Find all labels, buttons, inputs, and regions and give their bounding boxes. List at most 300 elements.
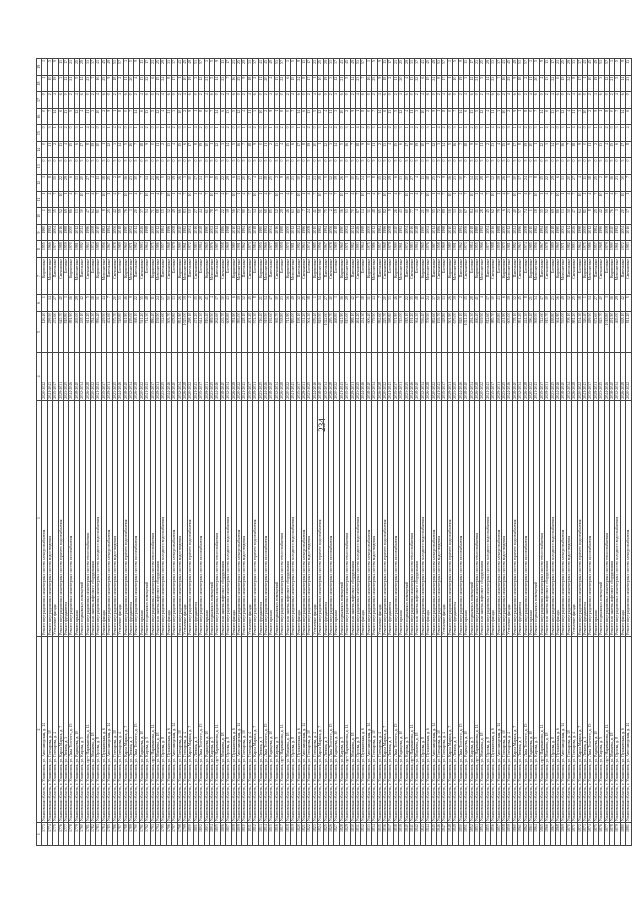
value-cell: 33 bbox=[572, 59, 577, 76]
row-number-cell: 1852 bbox=[469, 823, 474, 846]
value-cell: 8 bbox=[626, 141, 631, 158]
value-cell: 3 bbox=[128, 208, 133, 225]
value-cell: 3 bbox=[64, 295, 69, 312]
value-cell: 87 bbox=[355, 208, 360, 225]
value-cell: 4 bbox=[350, 191, 355, 208]
value-cell: 1962 bbox=[458, 241, 463, 258]
work-name-cell: Ремонт крыши bbox=[334, 400, 339, 636]
value-cell: 5 bbox=[328, 158, 333, 175]
value-cell: 13 bbox=[469, 108, 474, 125]
value-cell: 1972 bbox=[404, 241, 409, 258]
value-cell: 5 bbox=[383, 158, 388, 175]
value-cell: 15 bbox=[285, 141, 290, 158]
value-cell: 8 bbox=[604, 108, 609, 125]
value-cell: 2022 bbox=[237, 224, 242, 241]
value-cell: Монолитные bbox=[210, 257, 215, 294]
value-cell: 10 bbox=[420, 141, 425, 158]
value-cell: 5 bbox=[123, 141, 128, 158]
value-cell: Монолитные bbox=[480, 257, 485, 294]
value-cell: 4 bbox=[199, 191, 204, 208]
value-cell: 0 bbox=[561, 158, 566, 175]
value-cell: 7 bbox=[182, 191, 187, 208]
value-cell: 49 bbox=[512, 59, 517, 76]
value-cell: 2012 bbox=[291, 224, 296, 241]
value-cell: 0 bbox=[366, 92, 371, 109]
value-cell: 17 bbox=[247, 208, 252, 225]
value-cell: 1959 bbox=[280, 241, 285, 258]
value-cell: 0 bbox=[528, 108, 533, 125]
row-number-cell: 1795 bbox=[161, 823, 166, 846]
period-cell: 2032-2034 bbox=[80, 353, 85, 401]
address-cell: Ульяновская область, г. Ульяновск, ул. Автозаводская, д. 14 bbox=[626, 636, 631, 822]
period-cell: 2032-2034 bbox=[566, 353, 571, 401]
value-cell: 1 bbox=[528, 175, 533, 192]
period-cell: 2023-2025 bbox=[64, 353, 69, 401]
value-cell: 8 bbox=[47, 175, 52, 192]
value-cell: 2 bbox=[307, 92, 312, 109]
value-cell: 5 bbox=[361, 158, 366, 175]
value-cell: 1994 bbox=[323, 224, 328, 241]
value-cell: 30 bbox=[220, 295, 225, 312]
value-cell: 17 bbox=[193, 175, 198, 192]
value-cell: 1 bbox=[280, 191, 285, 208]
area-cell: 541.20 bbox=[139, 311, 144, 352]
value-cell: 0 bbox=[388, 158, 393, 175]
value-cell: 1 bbox=[42, 75, 47, 92]
row-number-cell: 1816 bbox=[274, 823, 279, 846]
value-cell: 41 bbox=[312, 208, 317, 225]
row-number-cell: 1778 bbox=[69, 823, 74, 846]
value-cell: 1982 bbox=[318, 224, 323, 241]
value-cell: 33 bbox=[491, 59, 496, 76]
value-cell: 29 bbox=[74, 295, 79, 312]
value-cell: 2014 bbox=[350, 224, 355, 241]
value-cell: 1 bbox=[134, 125, 139, 142]
work-name-cell: Ремонт внутридомовых инженерных систем газоснабжения bbox=[328, 400, 333, 636]
value-cell: 5 bbox=[393, 158, 398, 175]
value-cell: 8 bbox=[437, 75, 442, 92]
value-cell: 1 bbox=[453, 191, 458, 208]
row-number-cell: 1809 bbox=[237, 823, 242, 846]
value-cell: 1967 bbox=[107, 241, 112, 258]
value-cell: 0 bbox=[507, 158, 512, 175]
value-cell: 18 bbox=[264, 175, 269, 192]
row-number-cell: 1881 bbox=[626, 823, 631, 846]
address-cell: Ульяновская область, г. Ульяновск, ул. Пушкинская, д. 6 bbox=[231, 636, 236, 822]
value-cell: 4 bbox=[328, 125, 333, 142]
value-cell: 7 bbox=[91, 75, 96, 92]
row-number-cell: 1851 bbox=[464, 823, 469, 846]
address-cell: Ульяновская область, г. Ульяновск, ул. Автозаводская, д. 14 bbox=[496, 636, 501, 822]
value-cell: 4 bbox=[458, 191, 463, 208]
value-cell: 4 bbox=[415, 208, 420, 225]
period-cell: 2020-2022 bbox=[188, 353, 193, 401]
value-cell: 2010 bbox=[312, 224, 317, 241]
row-number-cell: 1860 bbox=[512, 823, 517, 846]
address-cell: Ульяновская область, г. Ульяновск, ул. Ленина, д. 3 bbox=[388, 636, 393, 822]
address-cell: Ульяновская область, г. Ульяновск, ул. Льва Толстого, д. 15 bbox=[393, 636, 398, 822]
value-cell: 17 bbox=[307, 59, 312, 76]
value-cell: 0 bbox=[474, 92, 479, 109]
row-number-cell: 1841 bbox=[410, 823, 415, 846]
value-cell: 1965 bbox=[204, 241, 209, 258]
value-cell: 36 bbox=[556, 295, 561, 312]
value-cell: 2004 bbox=[188, 224, 193, 241]
value-cell: Блочные bbox=[577, 257, 582, 294]
value-cell: 1984 bbox=[593, 224, 598, 241]
value-cell: Монолитные bbox=[372, 257, 377, 294]
work-name-cell: Ремонт внутридомовых инженерных систем горячего водоснабжения bbox=[383, 400, 388, 636]
value-cell: 1987 bbox=[431, 241, 436, 258]
period-cell: 2035-2037 bbox=[247, 353, 252, 401]
value-cell: 2 bbox=[523, 92, 528, 109]
value-cell: Блочные bbox=[388, 257, 393, 294]
area-cell: 501.90 bbox=[447, 311, 452, 352]
value-cell: 33 bbox=[328, 59, 333, 76]
value-cell: 14 bbox=[458, 108, 463, 125]
value-cell: Блочные bbox=[442, 257, 447, 294]
value-cell: 18 bbox=[534, 208, 539, 225]
value-cell: 2 bbox=[458, 295, 463, 312]
value-cell: 2 bbox=[388, 75, 393, 92]
value-cell: 8 bbox=[361, 108, 366, 125]
value-cell: 11 bbox=[480, 141, 485, 158]
column-header-7: 7 bbox=[37, 257, 42, 294]
period-cell: 2026-2028 bbox=[328, 353, 333, 401]
address-cell: Ульяновская область, г. Ульяновск, ул. Гончарова, д. 4 bbox=[312, 636, 317, 822]
value-cell: 1988 bbox=[64, 224, 69, 241]
value-cell: 4 bbox=[139, 125, 144, 142]
value-cell: 15 bbox=[610, 141, 615, 158]
work-name-cell: Ремонт внутридомовых инженерных систем горячего водоснабжения bbox=[447, 400, 452, 636]
address-cell: Ульяновская область, г. Ульяновск, ул. Гончарова, д. 4 bbox=[118, 636, 123, 822]
value-cell: 1 bbox=[388, 191, 393, 208]
value-cell: 0 bbox=[366, 108, 371, 125]
value-cell: 32 bbox=[512, 295, 517, 312]
value-cell: 1971 bbox=[561, 241, 566, 258]
value-cell: 13 bbox=[166, 141, 171, 158]
value-cell: 2 bbox=[599, 175, 604, 192]
value-cell: Смешанные bbox=[491, 257, 496, 294]
address-cell: Ульяновская область, г. Ульяновск, ул. Минаева, д. 18 bbox=[480, 636, 485, 822]
value-cell: 4 bbox=[112, 191, 117, 208]
work-name-cell: Ремонт внутридомовых инженерных систем горячего водоснабжения bbox=[577, 400, 582, 636]
value-cell: 5 bbox=[80, 158, 85, 175]
value-cell: 9 bbox=[377, 59, 382, 76]
value-cell: 41 bbox=[258, 59, 263, 76]
value-cell: 5 bbox=[210, 59, 215, 76]
value-cell: 40 bbox=[328, 295, 333, 312]
period-cell: 2044-2046 bbox=[118, 353, 123, 401]
value-cell: 12 bbox=[399, 108, 404, 125]
area-cell: 575.70 bbox=[112, 311, 117, 352]
value-cell: 15 bbox=[464, 295, 469, 312]
value-cell: Панельные bbox=[242, 257, 247, 294]
period-cell: 2035-2037 bbox=[491, 353, 496, 401]
value-cell: 12 bbox=[539, 141, 544, 158]
value-cell: 15 bbox=[69, 141, 74, 158]
value-cell: 2 bbox=[523, 75, 528, 92]
value-cell: 22 bbox=[134, 295, 139, 312]
value-cell: 5 bbox=[610, 158, 615, 175]
value-cell: 21 bbox=[474, 59, 479, 76]
address-cell: Ульяновская область, г. Ульяновск, ул. Минаева, д. 18 bbox=[155, 636, 160, 822]
value-cell: 0 bbox=[285, 125, 290, 142]
value-cell: 1990 bbox=[339, 224, 344, 241]
value-cell: 23 bbox=[550, 295, 555, 312]
value-cell: 1993 bbox=[572, 241, 577, 258]
value-cell: 15 bbox=[291, 75, 296, 92]
value-cell: 4 bbox=[220, 191, 225, 208]
value-cell: 13 bbox=[274, 141, 279, 158]
work-name-cell: Ремонт фундамента bbox=[518, 400, 523, 636]
value-cell: 0 bbox=[64, 158, 69, 175]
value-cell: 15 bbox=[501, 141, 506, 158]
area-cell: 784.30 bbox=[91, 311, 96, 352]
value-cell: 29 bbox=[485, 59, 490, 76]
value-cell: 5 bbox=[112, 158, 117, 175]
value-cell: 0 bbox=[42, 108, 47, 125]
value-cell: 10 bbox=[469, 191, 474, 208]
value-cell: 1 bbox=[583, 75, 588, 92]
value-cell: 33 bbox=[166, 59, 171, 76]
value-cell: 14 bbox=[145, 175, 150, 192]
value-cell: 1967 bbox=[539, 241, 544, 258]
value-cell: 3 bbox=[101, 125, 106, 142]
value-cell: 46 bbox=[123, 295, 128, 312]
work-name-cell: Ремонт фундамента bbox=[64, 400, 69, 636]
row-number-cell: 1862 bbox=[523, 823, 528, 846]
rotated-table-wrapper bbox=[36, 58, 631, 846]
area-cell: 989.50 bbox=[210, 311, 215, 352]
value-cell: 81 bbox=[96, 208, 101, 225]
value-cell: 1992 bbox=[47, 224, 52, 241]
address-cell: Ульяновская область, г. Ульяновск, ул. Льва Толстого, д. 15 bbox=[328, 636, 333, 822]
value-cell: 0 bbox=[410, 92, 415, 109]
value-cell: 35 bbox=[139, 295, 144, 312]
value-cell: 24 bbox=[431, 75, 436, 92]
value-cell: 12 bbox=[328, 175, 333, 192]
value-cell: 1989 bbox=[118, 241, 123, 258]
value-cell: 11 bbox=[258, 175, 263, 192]
value-cell: Блочные bbox=[253, 257, 258, 294]
value-cell: 1980 bbox=[42, 224, 47, 241]
value-cell: 16 bbox=[69, 295, 74, 312]
value-cell: 1968 bbox=[166, 241, 171, 258]
work-name-cell: Ремонт внутридомовых инженерных систем теплоснабжения bbox=[410, 400, 415, 636]
work-name-cell: Ремонт внутридомовых инженерных систем водоотведения bbox=[501, 400, 506, 636]
value-cell: 5 bbox=[166, 158, 171, 175]
row-number-cell: 1776 bbox=[58, 823, 63, 846]
value-cell: 6 bbox=[166, 92, 171, 109]
address-cell: Ульяновская область, г. Ульяновск, ул. Гончарова, д. 4 bbox=[53, 636, 58, 822]
value-cell: 3 bbox=[415, 108, 420, 125]
value-cell: 49 bbox=[561, 295, 566, 312]
address-cell: Ульяновская область, г. Ульяновск, пр-т Нариманова, д. 14 bbox=[150, 636, 155, 822]
value-cell: 4 bbox=[91, 191, 96, 208]
value-cell: Блочные bbox=[604, 257, 609, 294]
value-cell: 7 bbox=[139, 175, 144, 192]
value-cell: 2 bbox=[112, 175, 117, 192]
value-cell: 8 bbox=[372, 175, 377, 192]
value-cell: 10 bbox=[426, 191, 431, 208]
value-cell: Блочные bbox=[334, 257, 339, 294]
value-cell: 5 bbox=[626, 295, 631, 312]
work-name-cell: Ремонт фасада bbox=[620, 400, 625, 636]
value-cell: 9 bbox=[512, 108, 517, 125]
work-name-cell: Ремонт внутридомовых инженерных систем газоснабжения bbox=[134, 400, 139, 636]
value-cell: 49 bbox=[172, 208, 177, 225]
value-cell: 2 bbox=[280, 125, 285, 142]
address-cell: Ульяновская область, г. Ульяновск, ул. Автозаводская, д. 14 bbox=[366, 636, 371, 822]
value-cell: 1 bbox=[366, 191, 371, 208]
value-cell: Смешанные bbox=[545, 257, 550, 294]
value-cell: 86 bbox=[69, 208, 74, 225]
value-cell: 21 bbox=[69, 75, 74, 92]
period-cell: 2032-2034 bbox=[226, 353, 231, 401]
value-cell: 9 bbox=[269, 108, 274, 125]
value-cell: 1 bbox=[177, 75, 182, 92]
area-cell: 571.90 bbox=[393, 311, 398, 352]
value-cell: 22 bbox=[550, 75, 555, 92]
value-cell: 8 bbox=[253, 295, 258, 312]
value-cell: 19 bbox=[415, 141, 420, 158]
value-cell: 17 bbox=[226, 59, 231, 76]
value-cell: 1 bbox=[42, 208, 47, 225]
value-cell: 39 bbox=[182, 295, 187, 312]
value-cell: 10 bbox=[556, 191, 561, 208]
work-name-cell: Ремонт внутридомовых инженерных систем холодного водоснабжения bbox=[550, 400, 555, 636]
address-cell: Ульяновская область, г. Ульяновск, ул. Кирова, д. 5 bbox=[599, 636, 604, 822]
value-cell: 5 bbox=[188, 158, 193, 175]
row-number-cell: 1821 bbox=[301, 823, 306, 846]
value-cell: 4 bbox=[539, 75, 544, 92]
value-cell: 12 bbox=[107, 141, 112, 158]
value-cell: 11 bbox=[528, 75, 533, 92]
area-cell: 499.50 bbox=[588, 311, 593, 352]
value-cell: 26 bbox=[177, 295, 182, 312]
area-cell: 504.30 bbox=[307, 311, 312, 352]
value-cell: 6 bbox=[80, 92, 85, 109]
value-cell: 3 bbox=[182, 175, 187, 192]
value-cell: 37 bbox=[431, 295, 436, 312]
work-name-cell: Ремонт внутридомовых инженерных систем холодного водоснабжения bbox=[161, 400, 166, 636]
area-cell: 262.60 bbox=[215, 311, 220, 352]
address-cell: Ульяновская область, г. Ульяновск, ул. Радищева, д. 10 bbox=[593, 636, 598, 822]
value-cell: 5 bbox=[58, 158, 63, 175]
area-cell: 154.30 bbox=[577, 311, 582, 352]
column-header-9: 9 bbox=[37, 224, 42, 241]
value-cell: 9 bbox=[242, 75, 247, 92]
value-cell: 5 bbox=[69, 158, 74, 175]
value-cell: 16 bbox=[561, 141, 566, 158]
value-cell: 15 bbox=[155, 75, 160, 92]
row-number-cell: 1842 bbox=[415, 823, 420, 846]
value-cell: 4 bbox=[404, 75, 409, 92]
row-number-cell: 1859 bbox=[507, 823, 512, 846]
value-cell: 10 bbox=[188, 175, 193, 192]
value-cell: 22 bbox=[415, 75, 420, 92]
value-cell: 26 bbox=[177, 175, 182, 192]
value-cell: 5 bbox=[620, 158, 625, 175]
value-cell: 8 bbox=[101, 208, 106, 225]
value-cell: 9 bbox=[377, 75, 382, 92]
value-cell: 4 bbox=[312, 92, 317, 109]
work-name-cell: Ремонт внутридомовых инженерных систем водоотведения bbox=[47, 400, 52, 636]
value-cell: Монолитные bbox=[345, 257, 350, 294]
value-cell: 26 bbox=[393, 208, 398, 225]
row-number-cell: 1829 bbox=[345, 823, 350, 846]
value-cell: 6 bbox=[150, 75, 155, 92]
value-cell: 5 bbox=[577, 158, 582, 175]
address-cell: Ульяновская область, г. Ульяновск, ул. Орлова, д. 8 bbox=[615, 636, 620, 822]
value-cell: 1 bbox=[64, 191, 69, 208]
value-cell: 0 bbox=[377, 158, 382, 175]
value-cell: 1 bbox=[312, 75, 317, 92]
period-cell: 2044-2046 bbox=[312, 353, 317, 401]
value-cell: 4 bbox=[464, 125, 469, 142]
value-cell: 5 bbox=[47, 59, 52, 76]
value-cell: 17 bbox=[518, 175, 523, 192]
area-cell: 364.30 bbox=[415, 311, 420, 352]
address-cell: Ульяновская область, г. Ульяновск, ул. Гончарова, д. 10 bbox=[566, 636, 571, 822]
value-cell: 88 bbox=[155, 208, 160, 225]
value-cell: 2018 bbox=[334, 224, 339, 241]
work-name-cell: Ремонт внутридомовых инженерных систем водоотведения bbox=[242, 400, 247, 636]
value-cell: 10 bbox=[577, 191, 582, 208]
address-cell: Ульяновская область, г. Ульяновск, ул. Гончарова, д. 10 bbox=[501, 636, 506, 822]
row-number-cell: 1853 bbox=[474, 823, 479, 846]
area-cell: 228.10 bbox=[242, 311, 247, 352]
period-cell: 2044-2046 bbox=[507, 353, 512, 401]
value-cell: 10 bbox=[188, 191, 193, 208]
value-cell: Монолитные bbox=[128, 257, 133, 294]
value-cell: 0 bbox=[69, 125, 74, 142]
address-cell: Ульяновская область, г. Ульяновск, пр-т Нариманова, д. 14 bbox=[474, 636, 479, 822]
value-cell: 1992 bbox=[399, 224, 404, 241]
value-cell: 13 bbox=[599, 141, 604, 158]
value-cell: 1 bbox=[437, 108, 442, 125]
table-body bbox=[42, 59, 631, 846]
value-cell: 63 bbox=[291, 208, 296, 225]
period-cell: 2026-2028 bbox=[280, 353, 285, 401]
value-cell: 14 bbox=[296, 108, 301, 125]
document-sheet bbox=[36, 58, 631, 846]
value-cell: 3 bbox=[345, 175, 350, 192]
value-cell: 17 bbox=[577, 75, 582, 92]
address-cell: Ульяновская область, г. Ульяновск, ул. Кирова, д. 5 bbox=[274, 636, 279, 822]
value-cell: 2 bbox=[334, 125, 339, 142]
value-cell: 6 bbox=[231, 295, 236, 312]
value-cell: Блочные bbox=[307, 257, 312, 294]
value-cell: 69 bbox=[64, 208, 69, 225]
value-cell: 19 bbox=[53, 75, 58, 92]
value-cell: 9 bbox=[296, 59, 301, 76]
row-number-cell: 1854 bbox=[480, 823, 485, 846]
value-cell: 5 bbox=[296, 158, 301, 175]
value-cell: 1955 bbox=[42, 241, 47, 258]
value-cell: 1971 bbox=[345, 241, 350, 258]
value-cell: 1986 bbox=[437, 224, 442, 241]
value-cell: 1972 bbox=[620, 241, 625, 258]
value-cell: 57 bbox=[199, 59, 204, 76]
value-cell: 0 bbox=[172, 92, 177, 109]
value-cell: 1975 bbox=[150, 241, 155, 258]
row-number-cell: 1796 bbox=[166, 823, 171, 846]
value-cell: 0 bbox=[312, 125, 317, 142]
value-cell: 6 bbox=[285, 75, 290, 92]
row-number-cell: 1875 bbox=[593, 823, 598, 846]
